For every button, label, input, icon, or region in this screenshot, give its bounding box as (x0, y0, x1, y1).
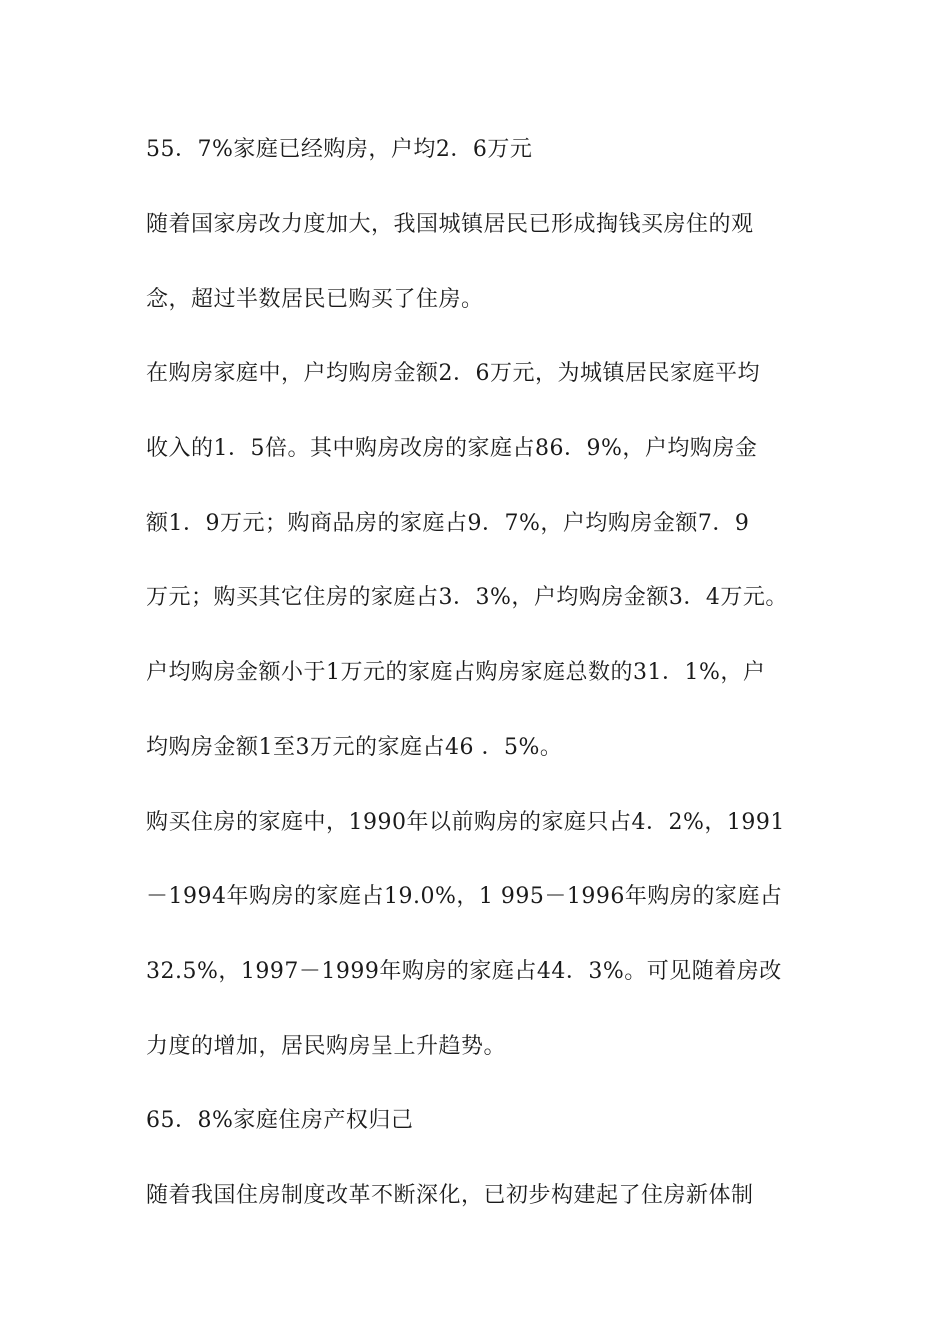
heading-property-rights: 65．8%家庭住房产权归己 (146, 1108, 414, 1133)
paragraph-line: 32.5%，1997－1999年购房的家庭占44．3%。可见随着房改 (146, 959, 782, 984)
paragraph-line: 收入的1．5倍。其中购房改房的家庭占86．9%，户均购房金 (146, 436, 758, 461)
paragraph-line: 念，超过半数居民已购买了住房。 (146, 287, 484, 312)
paragraph-line: 户均购房金额小于1万元的家庭占购房家庭总数的31．1%，户 (146, 660, 766, 685)
paragraph-line: －1994年购房的家庭占19.0%，1 995－1996年购房的家庭占 (146, 884, 783, 909)
paragraph-line: 购买住房的家庭中，1990年以前购房的家庭只占4．2%，1991 (146, 810, 785, 835)
paragraph-line: 额1．9万元；购商品房的家庭占9．7%，户均购房金额7．9 (146, 511, 750, 536)
paragraph-line: 力度的增加，居民购房呈上升趋势。 (146, 1034, 507, 1059)
paragraph-line: 随着国家房改力度加大，我国城镇居民已形成掏钱买房住的观 (146, 212, 754, 237)
heading-home-purchase: 55．7%家庭已经购房，户均2．6万元 (146, 137, 533, 162)
paragraph-line: 万元；购买其它住房的家庭占3．3%，户均购房金额3．4万元。 (146, 585, 788, 610)
paragraph-line: 随着我国住房制度改革不断深化，已初步构建起了住房新体制 (146, 1183, 754, 1208)
paragraph-line: 在购房家庭中，户均购房金额2．6万元，为城镇居民家庭平均 (146, 361, 760, 386)
paragraph-line: 均购房金额1至3万元的家庭占46 ．5%。 (146, 735, 563, 760)
